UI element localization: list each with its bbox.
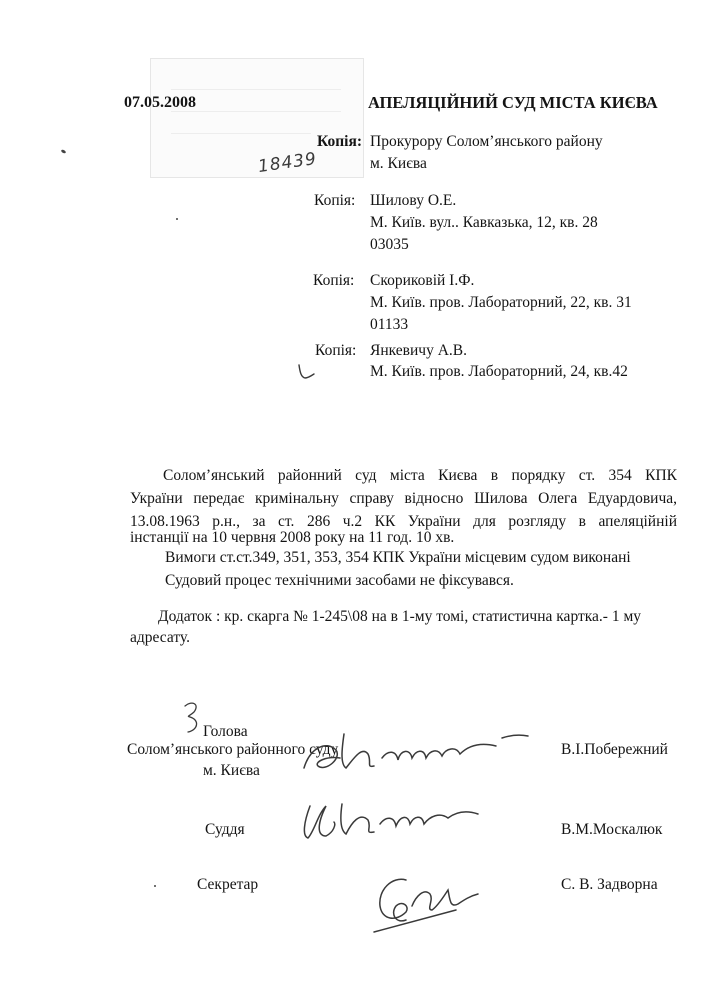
copy-postcode: 03035 — [370, 236, 409, 253]
head-title: Солом’янського районного суду — [127, 741, 339, 758]
body-line: України передає кримінальну справу відносно Шилова Олега Едуардовича, — [130, 490, 677, 507]
body-line: Солом’янський районний суд міста Києва в порядку ст. 354 КПК — [163, 467, 677, 484]
copy-recipient: Прокурору Солом’янського району — [370, 133, 603, 150]
copy-label: Копія: — [315, 342, 357, 359]
copy-recipient: Шилову О.Е. — [370, 192, 457, 209]
recording-line: Судовий процес технічними засобами не фіксувався. — [165, 572, 514, 589]
copy-address: М. Київ. вул.. Кавказька, 12, кв. 28 — [370, 214, 598, 231]
copy-address: м. Києва — [370, 155, 427, 172]
recipient-court: АПЕЛЯЦІЙНИЙ СУД МІСТА КИЄВА — [368, 93, 658, 112]
judge-signature — [296, 792, 496, 852]
attachment-line: Додаток : кр. скарга № 1-245\08 на в 1-му томі, статистична картка.- 1 му — [158, 608, 642, 625]
body-line: інстанції на 10 червня 2008 року на 11 год. 10 хв. — [130, 529, 455, 546]
registration-number: 18439 — [256, 148, 319, 178]
head-title: м. Києва — [203, 762, 260, 779]
head-title: Голова — [203, 723, 248, 740]
copy-recipient: Скориковій І.Ф. — [370, 272, 475, 289]
judge-title: Суддя — [205, 821, 245, 838]
scan-dot — [61, 149, 67, 154]
secretary-title: Секретар — [197, 876, 259, 893]
requirements-line: Вимоги ст.ст.349, 351, 353, 354 КПК України місцевим судом виконані — [165, 549, 631, 566]
copy-label: Копія: — [313, 272, 355, 289]
judge-name: В.М.Москалюк — [561, 821, 663, 838]
attachment-line: адресату. — [130, 629, 190, 646]
head-signature — [296, 728, 546, 788]
secretary-signature — [366, 866, 486, 946]
copy-postcode: 01133 — [370, 316, 409, 333]
copy-address: М. Київ. пров. Лабораторний, 24, кв.42 — [370, 363, 628, 380]
secretary-name: С. В. Задворна — [561, 876, 658, 893]
check-mark-icon — [296, 362, 318, 382]
document-date: 07.05.2008 — [124, 94, 196, 111]
copy-recipient: Янкевичу А.В. — [370, 342, 467, 359]
copy-label: Копія: — [314, 192, 356, 209]
scan-dot — [176, 218, 178, 220]
copy-label: Копія: — [317, 133, 363, 150]
handwritten-mark-icon — [180, 700, 206, 740]
scan-dot — [154, 885, 156, 887]
head-name: В.І.Побережний — [561, 741, 668, 758]
copy-address: М. Київ. пров. Лабораторний, 22, кв. 31 — [370, 294, 632, 311]
body-line: 13.08.1963 р.н., за ст. 286 ч.2 КК України для розгляду в апеляційній — [130, 513, 677, 530]
